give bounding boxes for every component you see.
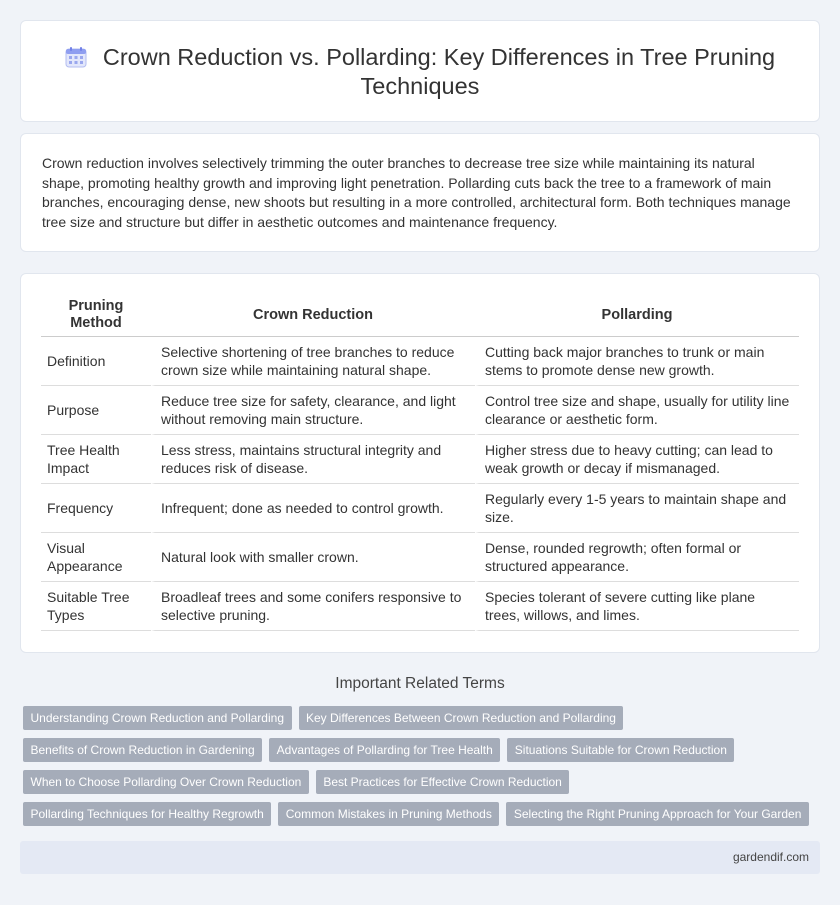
row-label: Tree Health Impact: [41, 435, 151, 484]
footer-site-link[interactable]: gardendif.com: [732, 850, 809, 864]
row-label: Definition: [41, 337, 151, 386]
comparison-table: [41, 294, 799, 631]
related-term-tag[interactable]: Advantages of Pollarding for Tree Health: [269, 738, 500, 762]
related-term-tag[interactable]: Understanding Crown Reduction and Pollarding: [23, 706, 292, 730]
row-label: Suitable Tree Types: [41, 582, 151, 631]
table-row: [41, 484, 799, 533]
related-term-tag[interactable]: Situations Suitable for Crown Reduction: [507, 738, 734, 762]
crown-reduction-cell: Reduce tree size for safety, clearance, and light without removing main structure.: [151, 386, 475, 435]
pollarding-cell: Higher stress due to heavy cutting; can lead to weak growth or decay if mismanaged.: [475, 435, 799, 484]
crown-reduction-cell: Selective shortening of tree branches to reduce crown size while maintaining natural shape.: [151, 337, 475, 386]
calendar-icon: [65, 46, 87, 68]
pollarding-cell: Cutting back major branches to trunk or main stems to promote dense new growth.: [475, 337, 799, 386]
table-row: [41, 533, 799, 582]
comparison-table-card: [20, 273, 820, 653]
title-wrap: [41, 43, 799, 101]
intro-paragraph: Crown reduction involves selectively trimming the outer branches to decrease tree size while maintaining its natural shape, promoting healthy growth and improving light penetration. Pollarding cuts back the tree to a framework of main branches, encouraging dense, new shoots but resulting in a more controlled, architectural form. Both techniques manage tree size and structure but differ in aesthetic outcomes and maintenance frequency.: [42, 155, 791, 230]
title-card: [20, 20, 820, 122]
related-term-tag[interactable]: Common Mistakes in Pruning Methods: [278, 802, 499, 826]
related-terms-heading: Important Related Terms: [335, 675, 505, 692]
row-label: Frequency: [41, 484, 151, 533]
related-terms-list: [23, 706, 823, 834]
pollarding-cell: Control tree size and shape, usually for utility line clearance or aesthetic form.: [475, 386, 799, 435]
tag-row: [23, 802, 823, 834]
tag-row: [23, 770, 823, 802]
table-row: [41, 435, 799, 484]
pollarding-cell: Regularly every 1-5 years to maintain shape and size.: [475, 484, 799, 533]
related-term-tag[interactable]: When to Choose Pollarding Over Crown Reduction: [23, 770, 309, 794]
related-term-tag[interactable]: Benefits of Crown Reduction in Gardening: [23, 738, 262, 762]
related-term-tag[interactable]: Best Practices for Effective Crown Reduction: [316, 770, 570, 794]
row-label: Purpose: [41, 386, 151, 435]
page-title: [41, 43, 799, 101]
related-term-tag[interactable]: Pollarding Techniques for Healthy Regrowth: [23, 802, 271, 826]
crown-reduction-cell: Broadleaf trees and some conifers responsive to selective pruning.: [151, 582, 475, 631]
header-crown-reduction: Crown Reduction: [151, 294, 475, 337]
header-pruning-method: Pruning Method: [41, 294, 151, 337]
intro-card: [20, 133, 820, 252]
tag-row: [23, 706, 823, 738]
related-term-tag[interactable]: Selecting the Right Pruning Approach for Your Garden: [506, 802, 809, 826]
table-row: [41, 337, 799, 386]
crown-reduction-cell: Less stress, maintains structural integrity and reduces risk of disease.: [151, 435, 475, 484]
crown-reduction-cell: Infrequent; done as needed to control growth.: [151, 484, 475, 533]
table-header-row: [41, 294, 799, 337]
pollarding-cell: Species tolerant of severe cutting like plane trees, willows, and limes.: [475, 582, 799, 631]
table-row: [41, 582, 799, 631]
pollarding-cell: Dense, rounded regrowth; often formal or structured appearance.: [475, 533, 799, 582]
table-row: [41, 386, 799, 435]
footer: [20, 841, 820, 874]
tag-row: [23, 738, 823, 770]
crown-reduction-cell: Natural look with smaller crown.: [151, 533, 475, 582]
row-label: Visual Appearance: [41, 533, 151, 582]
related-term-tag[interactable]: Key Differences Between Crown Reduction and Pollarding: [299, 706, 624, 730]
page-title-text: Crown Reduction vs. Pollarding: Key Differences in Tree Pruning Techniques: [102, 44, 776, 99]
header-pollarding: Pollarding: [475, 294, 799, 337]
